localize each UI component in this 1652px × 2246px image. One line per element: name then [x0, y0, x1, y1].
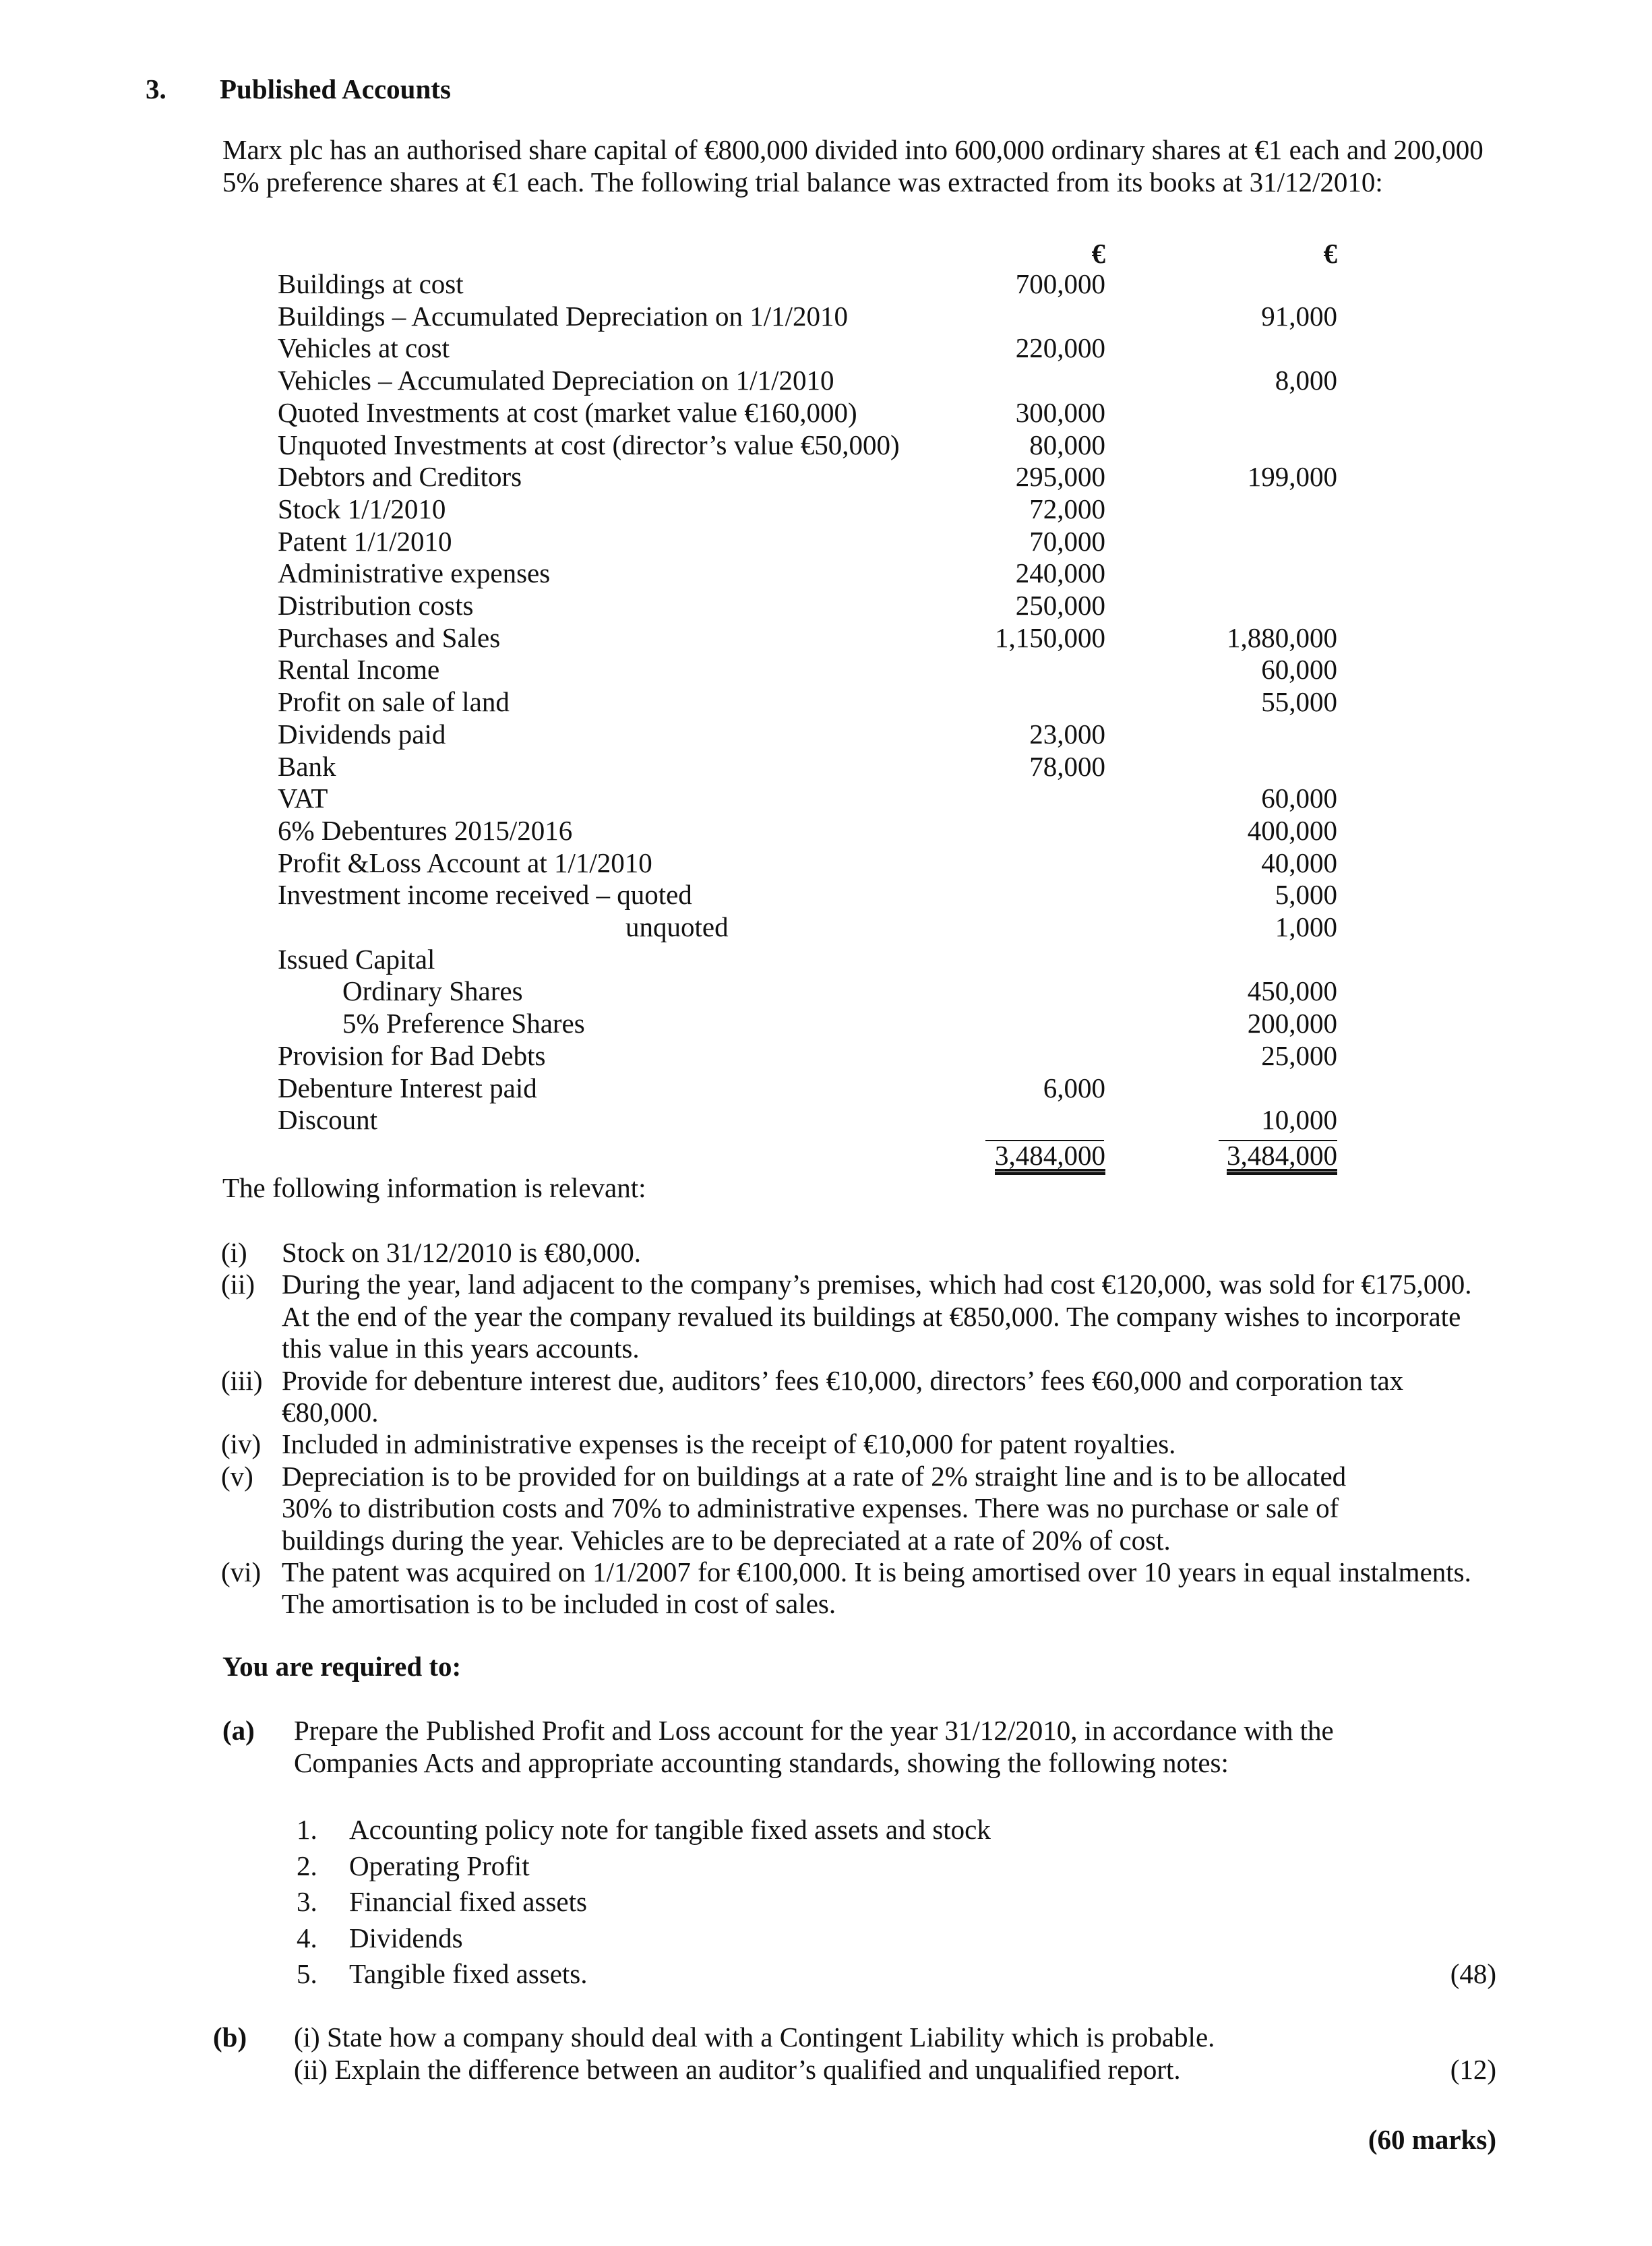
note-text: Operating Profit — [349, 1850, 530, 1881]
account-name: Stock 1/1/2010 — [278, 493, 446, 524]
note-number: 1. — [297, 1814, 317, 1845]
part-a-line: Prepare the Published Profit and Loss account for the year 31/12/2010, in accordance with the — [294, 1715, 1334, 1746]
note-number: 4. — [297, 1922, 317, 1953]
account-name: Vehicles at cost — [278, 332, 450, 363]
part-b-marks: (12) — [1450, 2054, 1496, 2085]
trial-balance-row — [0, 975, 1652, 1007]
credit-amount: 199,000 — [1247, 461, 1337, 492]
info-item-number: (iv) — [221, 1428, 262, 1459]
info-item-number: (v) — [221, 1461, 253, 1492]
info-item-line — [0, 1428, 1652, 1459]
account-name: Unquoted Investments at cost (director’s value €50,000) — [278, 429, 900, 460]
trial-balance-row — [0, 429, 1652, 461]
credit-amount: 400,000 — [1247, 815, 1337, 846]
info-item-line — [0, 1236, 1652, 1268]
account-name: Purchases and Sales — [278, 622, 501, 653]
part-a-label: (a) — [222, 1715, 255, 1746]
note-number: 5. — [297, 1958, 317, 1989]
trial-balance-row — [0, 364, 1652, 396]
debit-amount: 250,000 — [1015, 590, 1105, 621]
info-item-text: this value in this years accounts. — [282, 1333, 640, 1364]
required-note — [0, 1813, 1652, 1848]
credit-amount: 1,000 — [1275, 911, 1337, 942]
info-item-text: The amortisation is to be included in cost of sales. — [282, 1588, 836, 1619]
trial-balance-row — [0, 1072, 1652, 1104]
trial-balance-row — [0, 300, 1652, 332]
info-item-text: buildings during the year. Vehicles are to be depreciated at a rate of 20% of cost. — [282, 1525, 1171, 1556]
debit-amount: 70,000 — [1029, 526, 1105, 557]
intro-line: 5% preference shares at €1 each. The following trial balance was extracted from its books at 31/12/2010: — [222, 166, 1383, 198]
question-number: 3. — [146, 73, 166, 104]
required-note — [0, 1922, 1652, 1957]
account-name: Investment income received – quoted — [278, 879, 692, 910]
trial-balance-row — [0, 396, 1652, 429]
credit-amount: 5,000 — [1275, 879, 1337, 910]
account-name: Ordinary Shares — [342, 975, 523, 1006]
part-a-marks: (48) — [1450, 1958, 1496, 1989]
debit-amount: 295,000 — [1015, 461, 1105, 492]
credit-total: 3,484,000 — [1227, 1140, 1337, 1171]
credit-amount: 91,000 — [1261, 301, 1337, 332]
trial-balance-row — [0, 718, 1652, 750]
debit-amount: 220,000 — [1015, 332, 1105, 363]
account-name: unquoted — [625, 911, 729, 942]
credit-amount: 40,000 — [1261, 847, 1337, 878]
account-name: Debenture Interest paid — [278, 1072, 537, 1103]
account-name: Profit on sale of land — [278, 686, 510, 717]
trial-balance-row — [0, 557, 1652, 589]
info-item-number: (iii) — [221, 1365, 263, 1396]
info-item-text: During the year, land adjacent to the company’s premises, which had cost €120,000, was sold for €175,000. — [282, 1269, 1472, 1300]
info-heading: The following information is relevant: — [222, 1172, 646, 1203]
debit-amount: 300,000 — [1015, 397, 1105, 428]
intro-paragraph — [222, 133, 1543, 198]
note-number: 2. — [297, 1850, 317, 1881]
intro-line: Marx plc has an authorised share capital of €800,000 divided into 600,000 ordinary shares at €1 each and 200,000 — [222, 134, 1483, 165]
trial-balance-row — [0, 943, 1652, 975]
debit-total: 3,484,000 — [995, 1140, 1105, 1171]
info-item-line — [0, 1300, 1652, 1332]
credit-amount: 25,000 — [1261, 1040, 1337, 1071]
trial-balance-row — [0, 814, 1652, 847]
info-item-line — [0, 1556, 1652, 1587]
debit-amount: 1,150,000 — [995, 622, 1105, 653]
info-item-text: Provide for debenture interest due, auditors’ fees €10,000, directors’ fees €60,000 and corporation tax — [282, 1365, 1404, 1396]
question-title: Published Accounts — [220, 73, 451, 104]
credit-amount: 55,000 — [1261, 686, 1337, 717]
trial-balance-row — [0, 621, 1652, 654]
info-item-line — [0, 1587, 1652, 1619]
info-item-line — [0, 1492, 1652, 1523]
credit-amount: 200,000 — [1247, 1008, 1337, 1039]
debit-amount: 700,000 — [1015, 268, 1105, 299]
trial-balance-row — [0, 1039, 1652, 1072]
required-note — [0, 1885, 1652, 1920]
account-name: Quoted Investments at cost (market value €160,000) — [278, 397, 857, 428]
note-number: 3. — [297, 1886, 317, 1917]
trial-balance-row — [0, 878, 1652, 911]
part-a-line: Companies Acts and appropriate accounting standards, showing the following notes: — [294, 1747, 1229, 1778]
info-item-line — [0, 1268, 1652, 1300]
total-marks: (60 marks) — [1368, 2124, 1496, 2155]
required-heading: You are required to: — [222, 1651, 462, 1682]
info-item-number: (ii) — [221, 1269, 255, 1300]
info-item-line — [0, 1396, 1652, 1428]
credit-amount: 60,000 — [1261, 654, 1337, 685]
account-name: Vehicles – Accumulated Depreciation on 1/1/2010 — [278, 365, 834, 396]
trial-balance-row — [0, 525, 1652, 557]
info-item-text: €80,000. — [282, 1397, 379, 1428]
account-name: 5% Preference Shares — [342, 1008, 585, 1039]
info-item-number: (vi) — [221, 1556, 262, 1587]
required-note — [0, 1850, 1652, 1885]
account-name: Bank — [278, 751, 336, 782]
trial-balance-row — [0, 460, 1652, 493]
account-name: Profit &Loss Account at 1/1/2010 — [278, 847, 652, 878]
info-item-number: (i) — [221, 1237, 247, 1268]
account-name: Distribution costs — [278, 590, 474, 621]
account-name: Debtors and Creditors — [278, 461, 522, 492]
part-b-line: (i) State how a company should deal with a Contingent Liability which is probable. — [294, 2022, 1215, 2053]
trial-balance-row — [0, 1103, 1652, 1136]
debit-amount: 6,000 — [1043, 1072, 1105, 1103]
credit-amount: 60,000 — [1261, 783, 1337, 814]
trial-balance-row — [0, 911, 1652, 943]
account-name: Administrative expenses — [278, 557, 551, 588]
account-name: Buildings at cost — [278, 268, 464, 299]
note-text: Tangible fixed assets. — [349, 1958, 588, 1989]
debit-amount: 72,000 — [1029, 493, 1105, 524]
account-name: Patent 1/1/2010 — [278, 526, 452, 557]
info-item-text: At the end of the year the company revalued its buildings at €850,000. The company wishes to incorporate — [282, 1301, 1461, 1332]
info-item-line — [0, 1364, 1652, 1396]
credit-amount: 8,000 — [1275, 365, 1337, 396]
account-name: Rental Income — [278, 654, 440, 685]
info-item-text: Depreciation is to be provided for on buildings at a rate of 2% straight line and is to be allocated — [282, 1461, 1347, 1492]
trial-balance-row — [0, 750, 1652, 783]
trial-balance-row — [0, 589, 1652, 621]
info-item-line — [0, 1332, 1652, 1364]
trial-balance-row — [0, 1007, 1652, 1039]
account-name: Discount — [278, 1104, 378, 1135]
credit-amount: 10,000 — [1261, 1104, 1337, 1135]
note-text: Financial fixed assets — [349, 1886, 587, 1917]
account-name: VAT — [278, 783, 328, 814]
note-text: Dividends — [349, 1922, 463, 1953]
account-name: Provision for Bad Debts — [278, 1040, 546, 1071]
trial-balance-row — [0, 493, 1652, 525]
account-name: Issued Capital — [278, 944, 435, 975]
trial-balance-row — [0, 268, 1652, 300]
trial-balance-row — [0, 332, 1652, 364]
trial-balance-row — [0, 782, 1652, 814]
account-name: 6% Debentures 2015/2016 — [278, 815, 573, 846]
trial-balance-row — [0, 653, 1652, 686]
credit-amount: 450,000 — [1247, 975, 1337, 1006]
debit-amount: 240,000 — [1015, 557, 1105, 588]
debit-amount: 78,000 — [1029, 751, 1105, 782]
account-name: Dividends paid — [278, 719, 446, 750]
info-item-text: Included in administrative expenses is the receipt of €10,000 for patent royalties. — [282, 1428, 1176, 1459]
debit-amount: 80,000 — [1029, 429, 1105, 460]
credit-amount: 1,880,000 — [1227, 622, 1337, 653]
part-b-line: (ii) Explain the difference between an auditor’s qualified and unqualified report. — [294, 2054, 1181, 2085]
info-item-line — [0, 1524, 1652, 1556]
part-b-label: (b) — [213, 2022, 247, 2053]
credit-header: € — [1323, 238, 1337, 269]
note-text: Accounting policy note for tangible fixed assets and stock — [349, 1814, 991, 1845]
info-item-text: 30% to distribution costs and 70% to administrative expenses. There was no purchase or sale of — [282, 1492, 1339, 1523]
trial-balance-row — [0, 847, 1652, 879]
debit-header: € — [1091, 238, 1105, 269]
debit-amount: 23,000 — [1029, 719, 1105, 750]
info-item-text: The patent was acquired on 1/1/2007 for €100,000. It is being amortised over 10 years in equal instalments. — [282, 1556, 1471, 1587]
trial-balance-row — [0, 686, 1652, 718]
info-item-text: Stock on 31/12/2010 is €80,000. — [282, 1237, 642, 1268]
account-name: Buildings – Accumulated Depreciation on 1/1/2010 — [278, 301, 849, 332]
info-item-line — [0, 1460, 1652, 1492]
